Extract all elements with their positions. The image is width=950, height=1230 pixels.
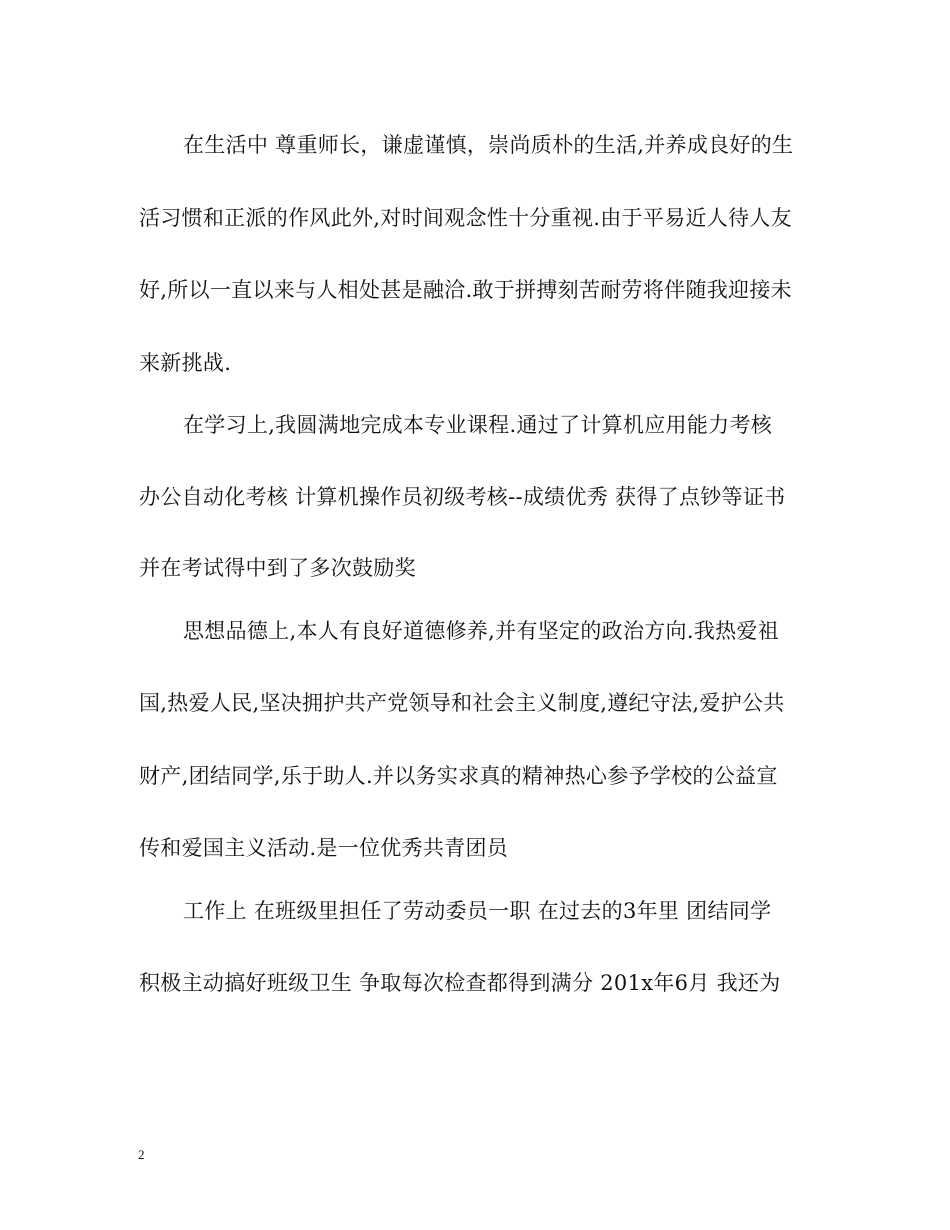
- paragraph-4-line-2: 积极主动搞好班级卫生 争取每次检查都得到满分 201x年6月 我还为: [139, 971, 781, 995]
- paragraph-2-line-3: 并在考试得中到了多次鼓励奖: [139, 556, 416, 580]
- paragraph-1-line-4: 来新挑战.: [139, 351, 232, 375]
- page-number: 2: [138, 1147, 145, 1162]
- paragraph-1-line-2: 活习惯和正派的作风此外,对时间观念性十分重视.由于平易近人待人友: [139, 206, 792, 230]
- paragraph-2-line-1: 在学习上,我圆满地完成本专业课程.通过了计算机应用能力考核: [183, 413, 773, 437]
- paragraph-3-line-2: 国,热爱人民,坚决拥护共产党领导和社会主义制度,遵纪守法,爱护公共: [139, 691, 785, 715]
- paragraph-1-line-1: 在生活中 尊重师长，谦虚谨慎，崇尚质朴的生活,并养成良好的生: [183, 133, 794, 157]
- paragraph-4-line-1: 工作上 在班级里担任了劳动委员一职 在过去的3年里 团结同学: [183, 899, 772, 923]
- paragraph-2-line-2: 办公自动化考核 计算机操作员初级考核--成绩优秀 获得了点钞等证书: [139, 485, 786, 509]
- paragraph-3-line-3: 财产,团结同学,乐于助人.并以务实求真的精神热心参予学校的公益宣: [139, 764, 778, 788]
- paragraph-3-line-1: 思想品德上,本人有良好道德修养,并有坚定的政治方向.我热爱祖: [183, 619, 780, 643]
- paragraph-3-line-4: 传和爱国主义活动.是一位优秀共青团员: [139, 836, 509, 860]
- paragraph-1-line-3: 好,所以一直以来与人相处甚是融洽.敢于拼搏刻苦耐劳将伴随我迎接未: [139, 278, 792, 302]
